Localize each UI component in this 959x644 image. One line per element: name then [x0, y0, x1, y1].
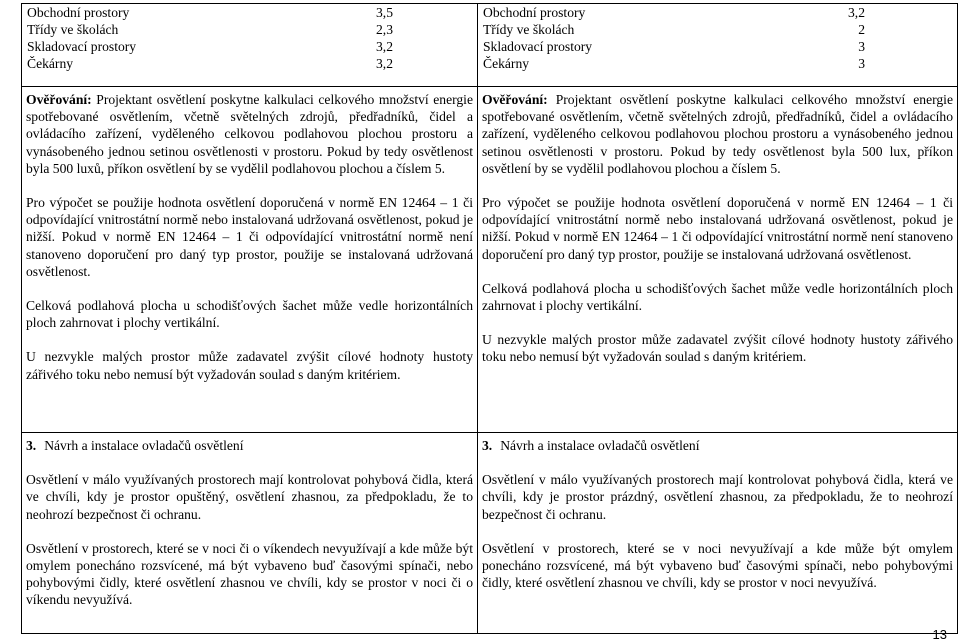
calculation-paragraph: Pro výpočet se použije hodnota osvětlení doporučená v normě EN 12464 – 1 či odpovídající vnitrostátní normě nebo instalovaná udržovaná osvětlenost, pokud je nižší. Pokud v normě EN 12464 – 1 či odpovídající vnitrostátní normě není stanoveno doporučení pro daný typ prostor, použije se instalovaná udržovaná osvětlenost. [482, 195, 953, 262]
section-title: Návrh a instalace ovladačů osvětlení [500, 438, 700, 453]
stairwell-paragraph: Celková podlahová plocha u schodišťových šachet může vedle horizontálních ploch zahrnovat i plochy vertikální. [26, 298, 473, 331]
room-type: Třídy ve školách [27, 22, 119, 37]
room-type: Obchodní prostory [483, 5, 586, 20]
table-row [482, 21, 953, 38]
density-value: 3,5 [376, 5, 393, 20]
table-row [482, 55, 953, 72]
density-value: 3 [858, 56, 865, 71]
room-type: Čekárny [483, 56, 530, 71]
verification-paragraph [26, 91, 473, 177]
small-rooms-paragraph: U nezvykle malých prostor může zadavatel zvýšit cílové hodnoty hustoty zářivého toku nebo nemusí být vyžadován soulad s daným kritériem. [482, 332, 953, 365]
room-type: Třídy ve školách [483, 22, 575, 37]
room-type: Skladovací prostory [483, 39, 593, 54]
table-row [482, 38, 953, 55]
table-row [26, 4, 473, 21]
table-row [26, 38, 473, 55]
section-number: 3. [26, 438, 37, 453]
divider [478, 86, 957, 87]
motion-sensor-paragraph: Osvětlení v málo využívaných prostorech mají kontrolovat pohybová čidla, která ve chvíli, kdy je prostor prázdný, osvětlení zhasnou, za předpokladu, že to neohrozí bezpečnost či ochranu. [482, 472, 953, 522]
lighting-density-table [26, 4, 473, 72]
density-value: 3 [858, 39, 865, 54]
section-3 [478, 432, 957, 591]
room-type: Obchodní prostory [27, 5, 130, 20]
table-row [482, 4, 953, 21]
page-number: 13 [932, 627, 947, 642]
table-row [26, 55, 473, 72]
verification-text: Projektant osvětlení poskytne kalkulaci celkového množství energie spotřebované osvětlením, včetně světelných zdrojů, předřadníků, čidel a ovládacího zařízení, vyděleného celkovou podlahovou plochou prostoru a vynásobeného jednou setinou osvětlenosti v prostoru. Pokud by tedy osvětlenost byla 500 lux, příkon osvětlení by se vydělil podlahovou plochou a číslem 5. [482, 92, 953, 176]
section-3 [22, 432, 477, 609]
small-rooms-paragraph: U nezvykle malých prostor může zadavatel zvýšit cílové hodnoty hustoty zářivého toku nebo nemusí být vyžadován soulad s daným kritériem. [26, 349, 473, 382]
motion-sensor-paragraph: Osvětlení v málo využívaných prostorech mají kontrolovat pohybová čidla, která ve chvíli, kdy je prostor opuštěný, osvětlení zhasnou, za předpokladu, že to neohrozí bezpečnost či ochranu. [26, 472, 473, 522]
left-column [21, 3, 478, 634]
density-value: 2 [858, 22, 865, 37]
table-row [26, 21, 473, 38]
density-value: 2,3 [376, 22, 393, 37]
timer-paragraph: Osvětlení v prostorech, které se v noci nevyužívají a kde může být omylem ponecháno rozsvícené, má být vybaveno buď časovými spínači, nebo pohybovými čidly, které osvětlení zhasnou ve chvíli, kdy se prostor v noci nevyužívá. [482, 540, 953, 591]
right-column [478, 3, 958, 634]
verification-label: Ověřování: [26, 92, 92, 107]
lighting-density-table [482, 4, 953, 72]
density-value: 3,2 [848, 5, 865, 20]
verification-text: Projektant osvětlení poskytne kalkulaci celkového množství energie spotřebované osvětlením, včetně světelných zdrojů, předřadníků, čidel a ovládacího zařízení, vyděleného celkovou podlahovou plochou prostoru a vynásobeného jednou setinou osvětlenosti v prostoru. Pokud by tedy osvětlenost byla 500 luxů, příkon osvětlení by se vydělil podlahovou plochou a číslem 5. [26, 92, 473, 176]
section-heading [482, 437, 953, 454]
room-type: Skladovací prostory [27, 39, 137, 54]
verification-label: Ověřování: [482, 92, 548, 107]
room-type: Čekárny [27, 56, 74, 71]
density-value: 3,2 [376, 39, 393, 54]
divider [22, 86, 477, 87]
verification-paragraph [482, 91, 953, 177]
calculation-paragraph: Pro výpočet se použije hodnota osvětlení doporučená v normě EN 12464 – 1 či odpovídající vnitrostátní normě nebo instalovaná udržovaná osvětlenost, pokud je nižší. Pokud v normě EN 12464 – 1 či odpovídající vnitrostátní normě není stanoveno doporučení pro daný typ prostor, použije se instalovaná udržovaná osvětlenost. [26, 195, 473, 279]
density-value: 3,2 [376, 56, 393, 71]
timer-paragraph: Osvětlení v prostorech, které se v noci či o víkendech nevyužívají a kde může být omylem ponecháno rozsvícené, má být vybaveno buď časovými spínači, nebo pohybovými čidly, které osvětlení zhasnou ve chvíli, kdy se prostor v noci či o víkendu nevyužívá. [26, 540, 473, 608]
section-number: 3. [482, 438, 493, 453]
section-title: Návrh a instalace ovladačů osvětlení [44, 438, 244, 453]
stairwell-paragraph: Celková podlahová plocha u schodišťových šachet může vedle horizontálních ploch zahrnovat i plochy vertikální. [482, 280, 953, 314]
section-heading [26, 437, 473, 454]
